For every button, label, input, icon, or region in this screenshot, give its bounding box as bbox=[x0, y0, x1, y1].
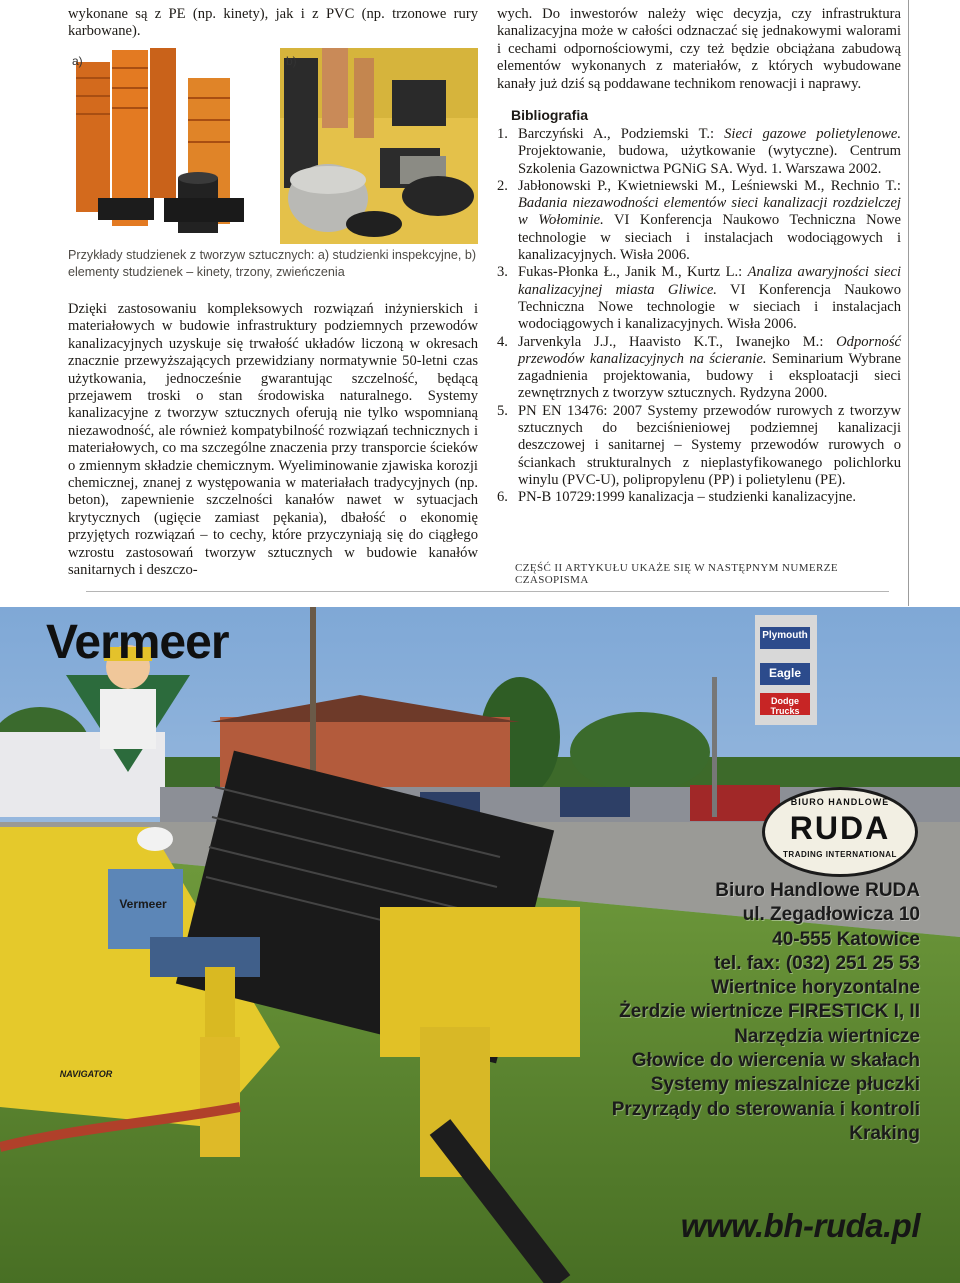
figure-panel-a bbox=[68, 48, 266, 244]
bibliography-item: 1. Barczyński A., Podziemski T.: Sieci gazowe polietylenowe. Projektowanie, budowa, użytkowanie (wytyczne). Centrum Szkolenia Gazownictwa PGNiG SA. Wyd. 1. Warszawa 2002. bbox=[497, 126, 901, 177]
ruda-badge bbox=[762, 787, 918, 877]
left-column-body bbox=[68, 301, 478, 580]
ad-line: Wiertnice horyzontalne bbox=[711, 977, 920, 999]
inspection-manholes-photo bbox=[68, 48, 266, 244]
bibliography-item: 3. Fukas-Płonka Ł., Janik M., Kurtz L.: Analiza awaryjności sieci kanalizacyjnej miasta Gliwice. VI Konferencja Naukowo Techniczna Nowe technologie w sieciach i instalacjach wodociągowych i kanalizacyjnych. Wisła 2006. bbox=[497, 264, 902, 333]
figure-label-a: a) bbox=[72, 54, 83, 68]
ad-line: Narzędzia wiertnicze bbox=[734, 1025, 920, 1047]
advertisement bbox=[0, 607, 960, 1283]
ad-line: 40-555 Katowice bbox=[772, 928, 920, 950]
ad-line: Biuro Handlowe RUDA bbox=[715, 880, 920, 901]
ad-line: Głowice do wiercenia w skałach bbox=[631, 1050, 920, 1072]
sign-dodge-trucks: Dodge Trucks bbox=[770, 696, 800, 716]
sign-plymouth: Plymouth bbox=[762, 630, 808, 641]
ruda-badge-name: RUDA bbox=[789, 810, 891, 846]
figure-manholes bbox=[68, 48, 478, 244]
ad-contact-block bbox=[500, 879, 920, 1146]
ad-line: tel. fax: (032) 251 25 53 bbox=[714, 952, 920, 974]
ad-line: Przyrządy do sterowania i kontroli bbox=[611, 1098, 920, 1120]
divider bbox=[86, 591, 889, 592]
figure-caption: Przykłady studzienek z tworzyw sztucznych: a) studzienki inspekcyjne, b) elementy studzienek – kinety, trzony, zwieńczenia bbox=[68, 248, 477, 279]
right-top-paragraph: wych. Do inwestorów należy więc decyzja, czy infrastruktura kanalizacyjna może w całości odznaczać się jednakowymi walorami i cechami odpornościowymi, czy też będzie obciążana zabudową elementów wykonanych z materiałów, z których wybudowane kanały już dziś są poddawane technikom renowacji i naprawy. bbox=[497, 6, 901, 92]
vermeer-logo: Vermeer bbox=[46, 616, 229, 669]
ad-line: Kraking bbox=[849, 1122, 920, 1144]
figure-label-b: b) bbox=[286, 54, 297, 68]
ad-line: Systemy mieszalnicze płuczki bbox=[650, 1074, 920, 1096]
bibliography-item: 4. Jarvenkyla J.J., Haavisto K.T., Iwanejko M.: Odporność przewodów kanalizacyjnych na ścieranie. Seminarium Wybrane zagadnienia projektowania, budowy i eksploatacji sieci zewnętrznych z tworzyw sztucznych. Rydzyna 2000. bbox=[497, 333, 901, 402]
bibliography-heading: Bibliografia bbox=[511, 107, 589, 123]
left-body-paragraph: Dzięki zastosowaniu kompleksowych rozwiązań inżynierskich i materiałowych w budowie infrastruktury podziemnych przewodów kanalizacyjnych uzyskuje się trwałość układów liczoną w okresach znacznie przewyższających przewidziany normatywnie 50-letni czas użytkowania, jednocześnie gwarantując szczelność, będącą przejawem troski o stan środowiska naturalnego. Systemy kanalizacyjne z tworzyw sztucznych oferują nie tylko wspomnianą niezawodność, ale również kompatybilność rozwiązań technicznych i materiałowych, co ma szczególne znaczenia przy transporcie ścieków o zmiennym składzie chemicznym. Wyeliminowanie zjawiska korozji chemicznej, znanej z występowania w materiałach tradycyjnych (np. beton), zapewnienie szczelności kanałów nawet w sytuacjach krytycznych (ugięcie zamiast pękania), dbałość o ekonomię przyjętych rozwiązań – to cechy, które przyczyniają się do ciągłego wzrostu zastosowań tworzyw sztucznych w budowie kanałów sanitarnych i deszczo- bbox=[68, 301, 478, 579]
machine-model-label: NAVIGATOR bbox=[59, 1069, 113, 1079]
next-part-note: CZĘŚĆ II ARTYKUŁU UKAŻE SIĘ W NASTĘPNYM NUMERZE CZASOPISMA bbox=[515, 562, 838, 586]
bibliography-item: 2. Jabłonowski P., Kwietniewski M., Leśniewski M., Rechnio T.: Badania niezawodności elementów sieci kanalizacji rozdzielczej w Wołominie. VI Konferencja Naukowo Techniczna Nowe technologie w sieciach i instalacjach wodociągowych i kanalizacyjnych. Wisła 2006. bbox=[497, 177, 901, 264]
bibliography-item: 6. PN-B 10729:1999 kanalizacja – studzienki kanalizacyjne. bbox=[497, 489, 856, 506]
bibliography-list bbox=[497, 126, 901, 507]
left-top-paragraph: wykonane są z PE (np. kinety), jak i z PVC (np. trzonowe rury karbowane). bbox=[68, 6, 478, 40]
ad-website-link[interactable]: www.bh-ruda.pl bbox=[680, 1207, 920, 1244]
machine-brand-label: Vermeer bbox=[119, 897, 167, 911]
right-column-top bbox=[497, 6, 901, 93]
figure-panel-b bbox=[280, 48, 478, 244]
manhole-elements-photo bbox=[280, 48, 478, 244]
left-column-top bbox=[68, 6, 478, 41]
sign-eagle: Eagle bbox=[768, 666, 801, 680]
ad-line: ul. Zegadłowicza 10 bbox=[742, 904, 920, 926]
ad-line: Żerdzie wiertnicze FIRESTICK I, II bbox=[619, 1001, 920, 1023]
ruda-badge-bottom: TRADING INTERNATIONAL bbox=[783, 850, 897, 859]
ruda-badge-top: BIURO HANDLOWE bbox=[790, 797, 890, 807]
bibliography-item: 5. PN EN 13476: 2007 Systemy przewodów rurowych z tworzyw sztucznych do bezciśnieniowej podziemnej kanalizacji deszczowej i sanitarnej – Systemy przewodów rurowych o ściankach strukturalnych z nieplastyfikowanego polichlorku winylu (PVC-U), polipropylenu (PP) i polietylenu (PE). bbox=[497, 402, 901, 488]
